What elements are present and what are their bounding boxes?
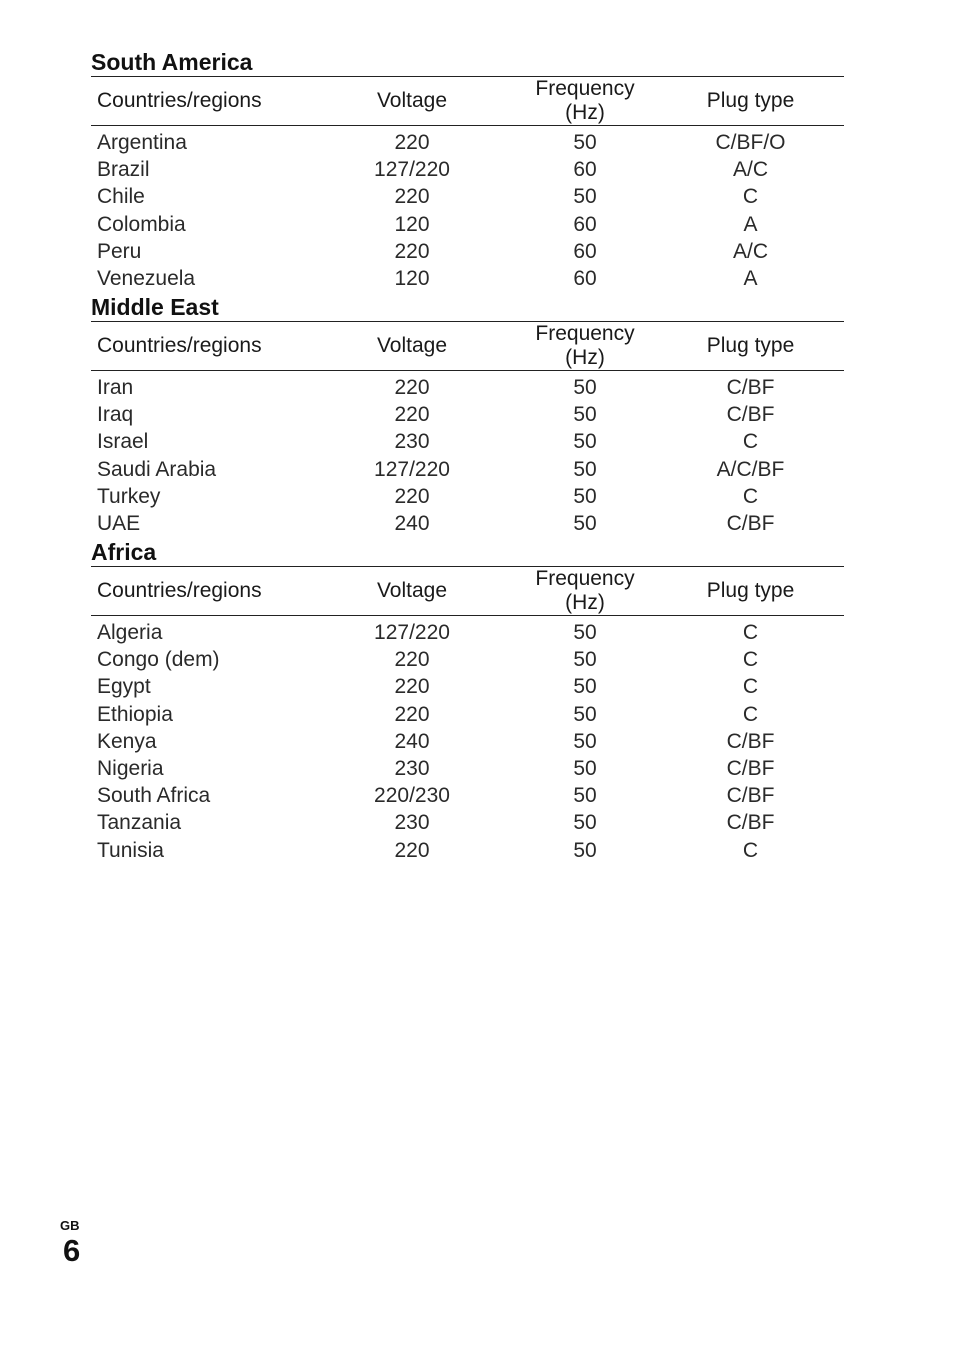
cell-country: Kenya <box>97 729 157 753</box>
table-row <box>91 126 844 157</box>
cell-frequency: 50 <box>573 675 597 699</box>
power-table <box>91 321 844 537</box>
cell-voltage: 127/220 <box>374 621 450 644</box>
cell-country: Iran <box>97 376 134 399</box>
cell-voltage: 230 <box>394 430 430 454</box>
column-header-voltage: Voltage <box>311 77 513 126</box>
cell-frequency: 60 <box>573 158 597 182</box>
table-row <box>91 646 844 673</box>
region-title: South America <box>91 49 253 75</box>
table-row <box>91 265 844 292</box>
table-row <box>91 156 844 183</box>
table-row <box>91 483 844 510</box>
power-table <box>91 566 844 864</box>
region-africa <box>91 538 844 864</box>
cell-plug: C/BF <box>726 512 775 536</box>
table-row <box>91 371 844 402</box>
table-row <box>91 428 844 455</box>
cell-country: Chile <box>97 185 145 209</box>
cell-plug: C/BF/O <box>715 131 786 154</box>
cell-plug: A/C <box>732 158 768 182</box>
cell-frequency: 50 <box>573 430 597 454</box>
cell-frequency: 50 <box>573 702 597 726</box>
cell-country: Peru <box>97 239 142 263</box>
cell-voltage: 230 <box>394 811 430 835</box>
cell-voltage: 220 <box>394 131 430 154</box>
cell-frequency: 60 <box>573 267 597 291</box>
region-title: Middle East <box>91 294 219 320</box>
cell-plug: C <box>742 838 759 862</box>
cell-country: Venezuela <box>97 267 196 291</box>
column-header-voltage: Voltage <box>311 567 513 616</box>
cell-voltage: 240 <box>394 512 430 536</box>
cell-plug: C <box>742 621 759 644</box>
table-row <box>91 510 844 537</box>
cell-country: Iraq <box>97 403 134 427</box>
cell-plug: C <box>742 702 759 726</box>
cell-country: Nigeria <box>97 757 164 781</box>
table-row <box>91 809 844 836</box>
cell-country: Egypt <box>97 675 151 699</box>
cell-frequency: 50 <box>573 512 597 536</box>
column-header-frequency: Frequency (Hz) <box>513 567 657 616</box>
column-header-country: Countries/regions <box>91 567 311 616</box>
cell-voltage: 240 <box>394 729 430 753</box>
cell-country: Tanzania <box>97 811 182 835</box>
cell-voltage: 220 <box>394 185 430 209</box>
cell-voltage: 220 <box>394 702 430 726</box>
cell-voltage: 220 <box>394 838 430 862</box>
table-row <box>91 211 844 238</box>
cell-country: Algeria <box>97 621 163 644</box>
table-row <box>91 183 844 210</box>
table-row <box>91 401 844 428</box>
cell-frequency: 50 <box>573 757 597 781</box>
cell-frequency: 50 <box>573 811 597 835</box>
cell-plug: C/BF <box>726 403 775 427</box>
cell-voltage: 220 <box>394 484 430 508</box>
cell-frequency: 50 <box>573 784 597 808</box>
cell-plug: C/BF <box>726 376 775 399</box>
cell-plug: C <box>742 675 759 699</box>
column-header-country: Countries/regions <box>91 77 311 126</box>
column-header-country: Countries/regions <box>91 322 311 371</box>
cell-country: Brazil <box>97 158 150 182</box>
region-title: Africa <box>91 539 157 565</box>
table-row <box>91 616 844 647</box>
cell-voltage: 120 <box>394 267 430 291</box>
cell-voltage: 120 <box>394 212 430 236</box>
cell-frequency: 50 <box>573 648 597 672</box>
region-south-america <box>91 48 844 292</box>
table-row <box>91 837 844 864</box>
cell-voltage: 220 <box>394 376 430 399</box>
column-header-voltage: Voltage <box>311 322 513 371</box>
table-row <box>91 728 844 755</box>
cell-plug: C <box>742 484 759 508</box>
cell-plug: A/C/BF <box>716 457 785 481</box>
cell-frequency: 50 <box>573 484 597 508</box>
cell-country: Saudi Arabia <box>97 457 217 481</box>
cell-plug: C/BF <box>726 757 775 781</box>
column-header-frequency: Frequency (Hz) <box>513 322 657 371</box>
table-row <box>91 673 844 700</box>
cell-frequency: 50 <box>573 131 597 154</box>
cell-voltage: 220 <box>394 403 430 427</box>
cell-plug: C/BF <box>726 784 775 808</box>
cell-plug: C/BF <box>726 811 775 835</box>
column-header-plug: Plug type <box>657 322 844 371</box>
table-header-row <box>91 322 844 371</box>
cell-country: UAE <box>97 512 141 536</box>
cell-plug: C <box>742 648 759 672</box>
cell-plug: A <box>743 267 758 291</box>
cell-frequency: 50 <box>573 621 597 644</box>
cell-voltage: 220 <box>394 675 430 699</box>
cell-voltage: 127/220 <box>374 158 450 182</box>
cell-country: Tunisia <box>97 838 164 862</box>
cell-plug: C <box>742 430 759 454</box>
table-header-row <box>91 77 844 126</box>
cell-country: Israel <box>97 430 149 454</box>
cell-frequency: 60 <box>573 239 597 263</box>
cell-country: Turkey <box>97 484 161 508</box>
table-row <box>91 456 844 483</box>
cell-plug: C/BF <box>726 729 775 753</box>
table-row <box>91 755 844 782</box>
cell-frequency: 60 <box>573 212 597 236</box>
cell-voltage: 220/230 <box>374 784 450 808</box>
cell-frequency: 50 <box>573 403 597 427</box>
table-row <box>91 782 844 809</box>
column-header-plug: Plug type <box>657 567 844 616</box>
cell-frequency: 50 <box>573 185 597 209</box>
cell-country: Argentina <box>97 131 187 154</box>
page-number: 6 <box>63 1233 81 1268</box>
cell-voltage: 220 <box>394 239 430 263</box>
table-row <box>91 238 844 265</box>
cell-country: Congo (dem) <box>97 648 220 672</box>
cell-frequency: 50 <box>573 376 597 399</box>
cell-country: Colombia <box>97 212 186 236</box>
cell-voltage: 127/220 <box>374 457 450 481</box>
cell-frequency: 50 <box>573 838 597 862</box>
column-header-plug: Plug type <box>657 77 844 126</box>
language-code: GB <box>60 1218 80 1233</box>
cell-voltage: 230 <box>394 757 430 781</box>
cell-plug: C <box>742 185 759 209</box>
cell-plug: A <box>743 212 758 236</box>
cell-country: South Africa <box>97 784 211 808</box>
region-middle-east <box>91 293 844 537</box>
column-header-frequency: Frequency (Hz) <box>513 77 657 126</box>
cell-plug: A/C <box>732 239 768 263</box>
table-row <box>91 701 844 728</box>
cell-frequency: 50 <box>573 729 597 753</box>
cell-frequency: 50 <box>573 457 597 481</box>
cell-voltage: 220 <box>394 648 430 672</box>
cell-country: Ethiopia <box>97 702 173 726</box>
power-table <box>91 76 844 292</box>
page-footer <box>60 1218 90 1268</box>
table-header-row <box>91 567 844 616</box>
